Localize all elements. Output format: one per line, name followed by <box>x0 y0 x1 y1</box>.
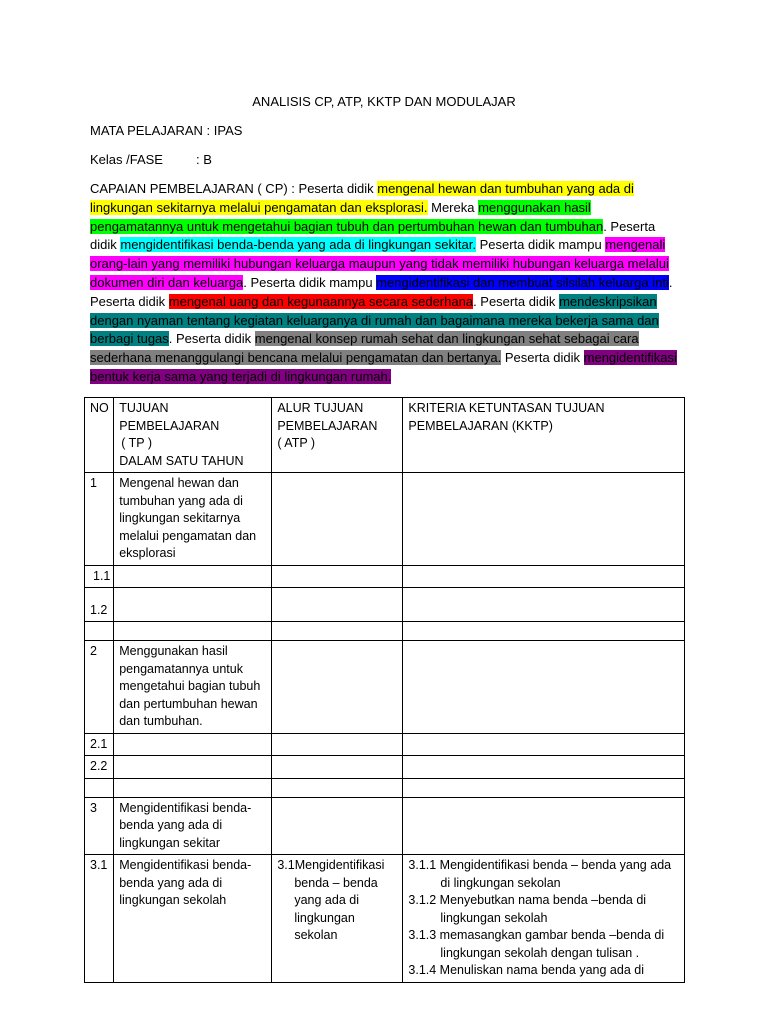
row-kktp <box>403 588 685 622</box>
row-atp <box>272 588 403 622</box>
row-tp: Mengidentifikasi benda-benda yang ada di lingkungan sekitar <box>114 797 272 855</box>
cp-text-6: . Peserta didik <box>473 293 560 309</box>
row-kktp <box>403 641 685 734</box>
row-kktp <box>403 756 685 779</box>
row-tp <box>114 756 272 779</box>
table-row <box>85 733 685 756</box>
table-row <box>85 855 685 983</box>
table-row <box>85 565 685 588</box>
table-row-empty <box>85 778 685 797</box>
header-tp: TUJUAN PEMBELAJARAN ( TP ) DALAM SATU TAHUN <box>114 398 272 473</box>
cp-statement-8: mengenal konsep rumah sehat dan lingkungan sehat sebagai cara sederhana menanggulangi bencana melalui pengamatan dan bertanya. <box>90 331 639 366</box>
cp-statement-9: mengidentifikasi bentuk kerja sama yang terjadi di lingkungan rumah. <box>90 350 677 384</box>
row-kktp <box>403 855 685 983</box>
cp-statement-5: mengidentifikasi dan membuat silsilah keluarga inti <box>376 274 669 290</box>
class-label: Kelas /FASE <box>90 152 163 167</box>
row-no: 1 <box>85 473 114 566</box>
cp-text-5: . Peserta didik <box>90 274 673 309</box>
cp-statement-4: mengenali orang-lain yang memiliki hubungan keluarga maupun yang tidak memiliki hubungan keluarga melalui dokumen diri dan keluarga <box>90 237 669 290</box>
row-atp <box>272 756 403 779</box>
row-kktp <box>403 565 685 588</box>
cp-statement-7: mendeskripsikan dengan nyaman tentang kegiatan keluarganya di rumah dan bagaimana mereka bekerja sama dan berbagi tugas <box>90 293 659 347</box>
class-line <box>90 152 212 167</box>
row-no: 1.1 <box>85 565 114 588</box>
row-no: 2.2 <box>85 756 114 779</box>
table-row <box>85 756 685 779</box>
row-atp <box>272 733 403 756</box>
row-atp <box>272 473 403 566</box>
row-atp <box>272 565 403 588</box>
row-atp <box>272 641 403 734</box>
row-tp: Mengidentifikasi benda-benda yang ada di lingkungan sekolah <box>114 855 272 983</box>
table-row <box>85 641 685 734</box>
row-no: 1.2 <box>85 588 114 622</box>
row-tp: Menggunakan hasil pengamatannya untuk mengetahui bagian tubuh dan pertumbuhan hewan dan tumbuhan. <box>114 641 272 734</box>
row-tp <box>114 733 272 756</box>
kktp-item: 3.1.2 Menyebutkan nama benda –benda di lingkungan sekolah <box>408 893 647 925</box>
header-no: NO <box>85 398 114 473</box>
kktp-item: 3.1.1 Mengidentifikasi benda – benda yang ada di lingkungan sekolan <box>408 858 672 890</box>
cp-text-2: . Peserta didik <box>90 218 656 253</box>
cp-statement-2: menggunakan hasil pengamatannya untuk mengetahui bagian tubuh dan pertumbuhan hewan dan tumbuhan <box>90 199 604 234</box>
cp-label: CAPAIAN PEMBELAJARAN ( CP) : Peserta didik <box>90 181 378 196</box>
row-no: 2.1 <box>85 733 114 756</box>
header-kktp: KRITERIA KETUNTASAN TUJUAN PEMBELAJARAN (KKTP) <box>403 398 685 473</box>
document-title: ANALISIS CP, ATP, KKTP DAN MODULAJAR <box>252 94 516 109</box>
row-tp <box>114 565 272 588</box>
cp-statement-3: mengidentifikasi benda-benda yang ada di lingkungan sekitar. <box>120 237 476 253</box>
row-atp <box>272 855 403 983</box>
table-row <box>85 473 685 566</box>
row-tp <box>114 588 272 622</box>
table-header-row <box>85 398 685 473</box>
cp-text-3: Peserta didik mampu <box>475 237 606 253</box>
row-no: 3.1 <box>85 855 114 983</box>
kktp-item: 3.1.4 Menuliskan nama benda yang ada di <box>408 963 644 977</box>
cp-text-8: Peserta didik <box>501 350 584 366</box>
table-row <box>85 797 685 855</box>
row-kktp <box>403 797 685 855</box>
cp-text-1: Mereka <box>427 199 479 215</box>
row-kktp <box>403 473 685 566</box>
table-row <box>85 588 685 622</box>
cp-statement-6: mengenal uang dan kegunaannya secara sederhana <box>168 293 474 309</box>
atp-item: 3.1Mengidentifikasi benda – benda yang ada di lingkungan sekolan <box>277 858 385 942</box>
table-row-empty <box>85 622 685 641</box>
capaian-pembelajaran-paragraph <box>90 180 680 387</box>
header-atp: ALUR TUJUAN PEMBELAJARAN ( ATP ) <box>272 398 403 473</box>
cp-statement-1: mengenal hewan dan tumbuhan yang ada di lingkungan sekitarnya melalui pengamatan dan eksplorasi. <box>90 181 634 215</box>
cp-text-7: . Peserta didik <box>168 331 255 347</box>
analysis-table <box>84 397 685 983</box>
cp-text-4: . Peserta didik mampu <box>243 274 377 290</box>
row-no: 2 <box>85 641 114 734</box>
kktp-item: 3.1.3 memasangkan gambar benda –benda di lingkungan sekolah dengan tulisan . <box>408 928 665 960</box>
row-no: 3 <box>85 797 114 855</box>
row-atp <box>272 797 403 855</box>
class-value: : B <box>196 152 212 167</box>
row-tp: Mengenal hewan dan tumbuhan yang ada di lingkungan sekitarnya melalui pengamatan dan eksplorasi <box>114 473 272 566</box>
subject-line: MATA PELAJARAN : IPAS <box>90 123 243 138</box>
row-kktp <box>403 733 685 756</box>
